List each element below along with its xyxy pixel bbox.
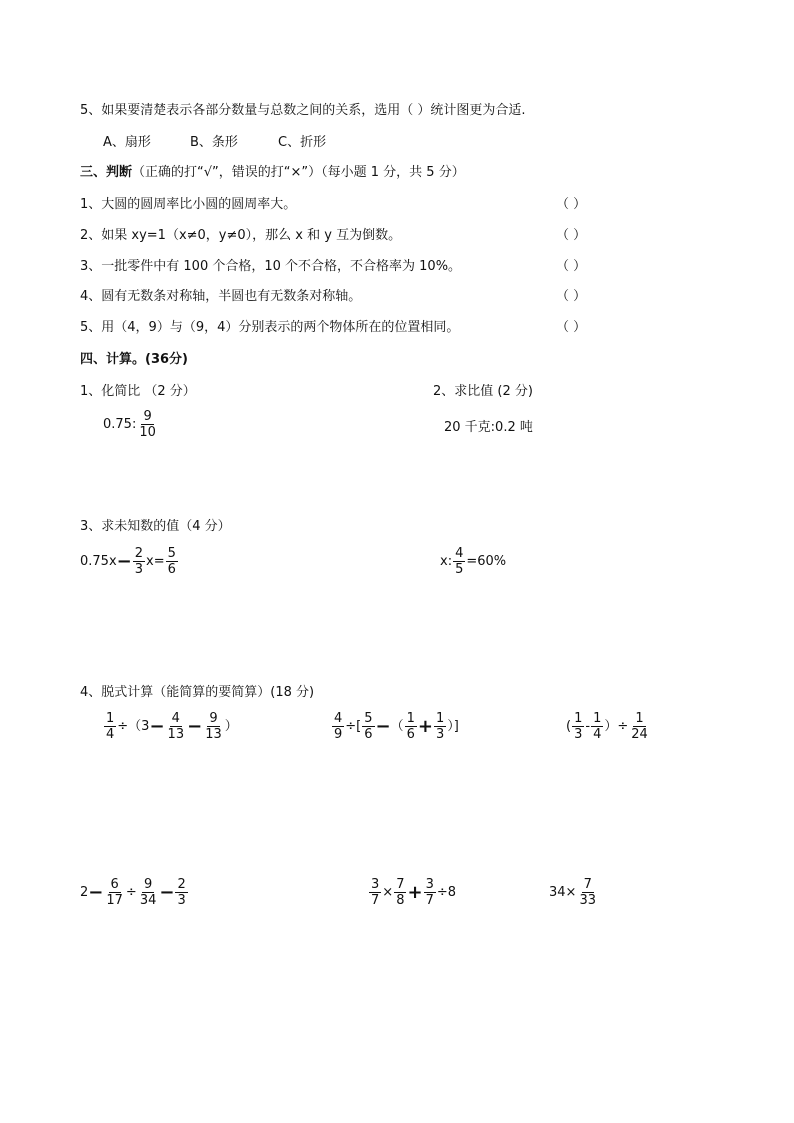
q2-label: 2、求比值 (2 分) [433, 384, 533, 399]
q2-expression: 20 千克:0.2 吨 [444, 420, 533, 435]
q4-expression-3: ( $\frac{1}{3}$ - $\frac{1}{4}$ ）÷ $\frac{1}{24}$ [566, 711, 648, 742]
option-a: A、扇形 [103, 135, 151, 150]
q1-label: 1、化简比 （2 分） [80, 384, 196, 399]
answer-paren-3[interactable]: （ ） [556, 259, 587, 274]
q4-expression-5: $\frac{3}{7}$ × $\frac{7}{8}$ + $\frac{3}{7}$ ÷8 [371, 877, 457, 908]
option-c: C、折形 [278, 135, 327, 150]
q3-label: 3、求未知数的值（4 分） [80, 519, 231, 534]
section-4-heading: 四、计算。(36分) [80, 352, 188, 367]
judge-item-5: 5、用（4，9）与（9，4）分别表示的两个物体所在的位置相同。 [80, 320, 460, 335]
q4-label: 4、脱式计算（能简算的要简算）(18 分) [80, 685, 315, 700]
q3-equation-1: 0.75x − $\frac{2}{3}$ x= $\frac{5}{6}$ [80, 546, 176, 577]
q1-lead: 0.75: [103, 417, 137, 432]
answer-paren-1[interactable]: （ ） [556, 197, 587, 212]
section-3-instructions: （正确的打“√”，错误的打“×”）（每小题 1 分，共 5 分） [132, 165, 465, 180]
q4-expression-4: 2 − $\frac{6}{17}$ ÷ $\frac{9}{34}$ − $\frac{2}{3}$ [80, 877, 186, 908]
answer-paren-2[interactable]: （ ） [556, 228, 587, 243]
judge-item-1: 1、大圆的圆周率比小圆的圆周率大。 [80, 197, 297, 212]
option-b: B、条形 [190, 135, 238, 150]
q1-fraction: $\frac{9}{10}$ [139, 409, 156, 440]
answer-paren-5[interactable]: （ ） [556, 320, 587, 335]
judge-item-4: 4、圆有无数条对称轴，半圆也有无数条对称轴。 [80, 289, 362, 304]
q1-expression [103, 409, 159, 440]
q4-expression-6: 34× $\frac{7}{33}$ [549, 877, 596, 908]
q3-equation-2: x: $\frac{4}{5}$ =60% [440, 546, 507, 577]
judge-item-3: 3、一批零件中有 100 个合格，10 个不合格，不合格率为 10%。 [80, 259, 462, 274]
question-5-text: 5、如果要清楚表示各部分数量与总数之间的关系，选用（ ）统计图更为合适. [80, 103, 526, 118]
section-3-title: 三、判断 [80, 165, 133, 180]
q4-expression-1: $\frac{1}{4}$ ÷（3 − $\frac{4}{13}$ − $\frac{9}{13}$ ） [106, 711, 238, 742]
section-3-heading [80, 166, 465, 179]
judge-item-2: 2、如果 xy=1（x≠0，y≠0），那么 x 和 y 互为倒数。 [80, 228, 402, 243]
answer-paren-4[interactable]: （ ） [556, 289, 587, 304]
q4-expression-2: $\frac{4}{9}$ ÷[ $\frac{5}{6}$ − （ $\frac{1}{6}$ + $\frac{1}{3}$ ）] [334, 711, 459, 742]
